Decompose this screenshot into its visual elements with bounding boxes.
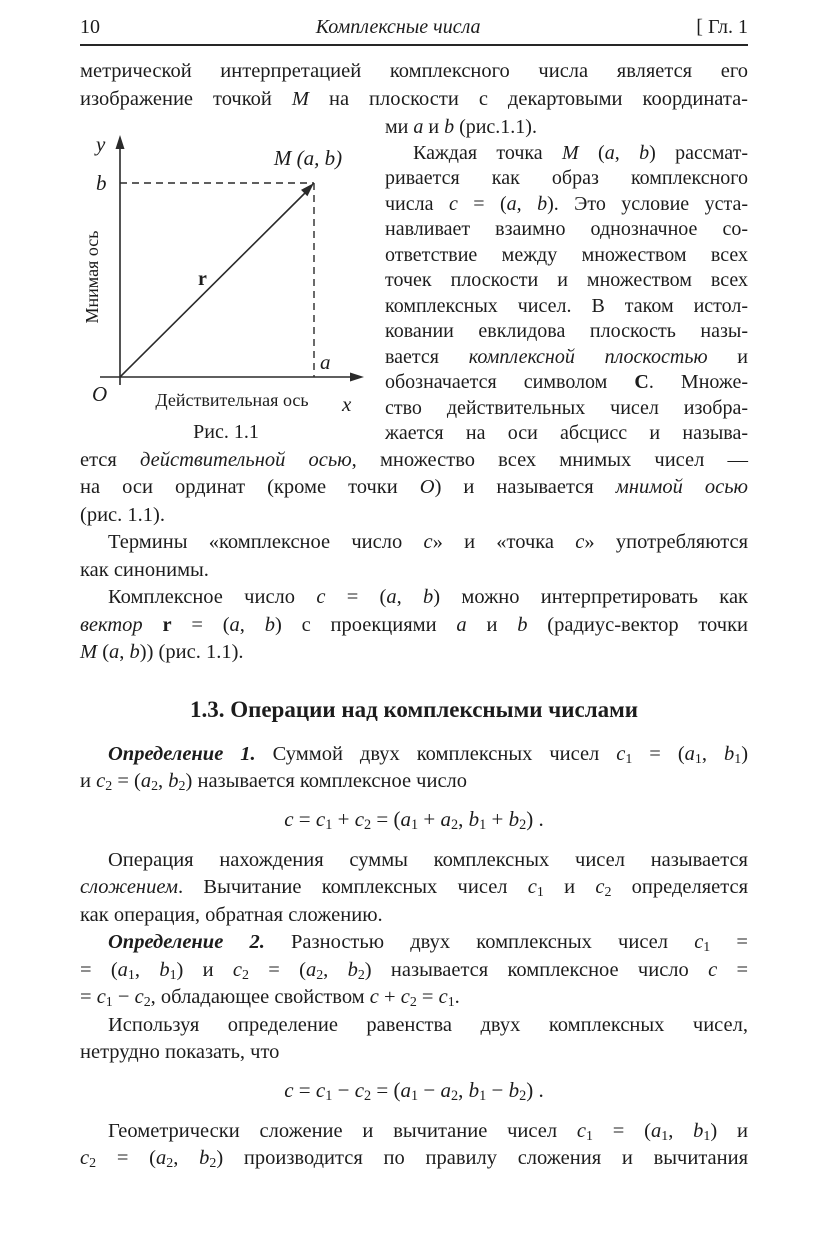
text-line: как операция, обратная сложению. [80, 903, 383, 926]
text-line: жается на оси абсцисс и называ- [385, 422, 748, 444]
sum-formula: $c = c_1 + c_2 = (a_1 + a_2$, $b_1 + b_2$) . [284, 806, 544, 833]
text-line: метрической интерпретацией комплексного числа является его [80, 60, 748, 82]
text-line: Термины «комплексное число c» и «точка c» употребляются [108, 531, 749, 553]
a-label: a [320, 350, 331, 374]
text-line: ривается как образ комплексного [385, 167, 748, 189]
difference-formula: $c = c_1 - c_2 = (a_1 - a_2$, $b_1 - b_2$) . [284, 1077, 544, 1104]
text-line: $c_2 = (a_2$, $b_2$) производится по правилу сложения и вычитания [80, 1147, 749, 1172]
text-line: как синонимы. [80, 558, 209, 581]
page-header [80, 14, 748, 46]
text-line: нетрудно показать, что [80, 1041, 280, 1063]
section-heading: 1.3. Операции над комплексными числами [189, 696, 639, 722]
text-beside-figure [385, 115, 748, 447]
terms-paragraph [80, 529, 748, 584]
text-line: Используя определение равенства двух комплексных чисел, [108, 1013, 748, 1036]
origin-label: O [92, 382, 108, 406]
vector-label: r [198, 268, 207, 290]
x-axis-label: x [342, 392, 352, 416]
definition2-paragraph [80, 929, 748, 1012]
x-axis-arrow-icon [350, 373, 364, 382]
chapter-label: [ Гл. 1 [696, 16, 748, 38]
point-label: M (a, b) [273, 146, 343, 170]
running-title: Комплексные числа [315, 16, 481, 38]
page-content [80, 14, 748, 1173]
geometric-paragraph [80, 1118, 748, 1173]
imaginary-axis-label: Мнимая ось [82, 230, 102, 324]
complex-plane-figure [80, 115, 372, 447]
text-line: = $c_1 - c_2$, обладающее свойством $c + c_2 = c_1$. [80, 986, 460, 1011]
text-line: = ($a_1$, $b_1$) и $c_2 = (a_2$, $b_2$) называется комплексное число c = [80, 958, 749, 983]
text-line: на оси ординат (кроме точки O) и называется мнимой осью [80, 476, 748, 498]
continuation-paragraph [80, 447, 748, 530]
figure-row [80, 115, 748, 447]
text-line: ответствие между множеством всех [385, 243, 748, 266]
text-line: числа c = (a, b). Это условие уста- [385, 192, 748, 215]
definition1-paragraph [80, 741, 748, 796]
text-line: изображение точкой M на плоскости с декартовыми координата- [80, 87, 748, 110]
text-line: ство действительных чисел изобра- [385, 396, 748, 419]
text-line: Определение 1. Суммой двух комплексных чисел $c_1 = (a_1$, $b_1$) [108, 742, 749, 767]
text-line: Определение 2. Разностью двух комплексных чисел $c_1$ = [108, 931, 748, 956]
text-line: точек плоскости и множеством всех [385, 269, 748, 291]
radius-vector [120, 191, 307, 377]
text-line: ми a и b (рис.1.1). [385, 116, 537, 138]
page-number: 10 [80, 16, 100, 38]
text-line: M (a, b)) (рис. 1.1). [80, 641, 244, 663]
text-line: вается комплексной плоскостью и [385, 345, 748, 368]
text-line: ется действительной осью, множество всех мнимых чисел — [80, 448, 749, 471]
y-axis-label: y [96, 132, 106, 156]
text-line: навливает взаимно однозначное со- [385, 218, 748, 240]
vector-paragraph [80, 584, 748, 667]
addition-paragraph [80, 847, 748, 930]
text-line: ковании евклидова плоскость назы- [385, 320, 748, 342]
text-line: (рис. 1.1). [80, 503, 165, 526]
text-line: Операция нахождения суммы комплексных чисел называется [108, 848, 748, 871]
intro-paragraph [80, 58, 748, 113]
real-axis-label: Действительная ось [155, 390, 309, 410]
text-line: обозначается символом C. Множе- [385, 371, 748, 393]
equality-paragraph [80, 1012, 748, 1067]
text-line: Геометрически сложение и вычитание чисел $c_1 = (a_1$, $b_1$) и [108, 1119, 749, 1144]
text-line: Каждая точка M (a, b) рассмат- [413, 141, 748, 164]
text-line: сложением. Вычитание комплексных чисел $c_1$ и $c_2$ определяется [80, 876, 748, 901]
text-line: комплексных чисел. В таком истол- [385, 294, 748, 317]
text-line: Комплексное число c = (a, b) можно интерпретировать как [108, 586, 749, 608]
text-line: вектор r = (a, b) с проекциями a и b (радиус-вектор точки [80, 613, 749, 636]
y-axis-arrow-icon [116, 135, 125, 149]
figure-canvas [80, 127, 372, 419]
figure-caption: Рис. 1.1 [193, 421, 259, 443]
text-line: и $c_2 = (a_2$, $b_2$) называется комплексное число [80, 770, 468, 795]
b-label: b [96, 171, 107, 195]
